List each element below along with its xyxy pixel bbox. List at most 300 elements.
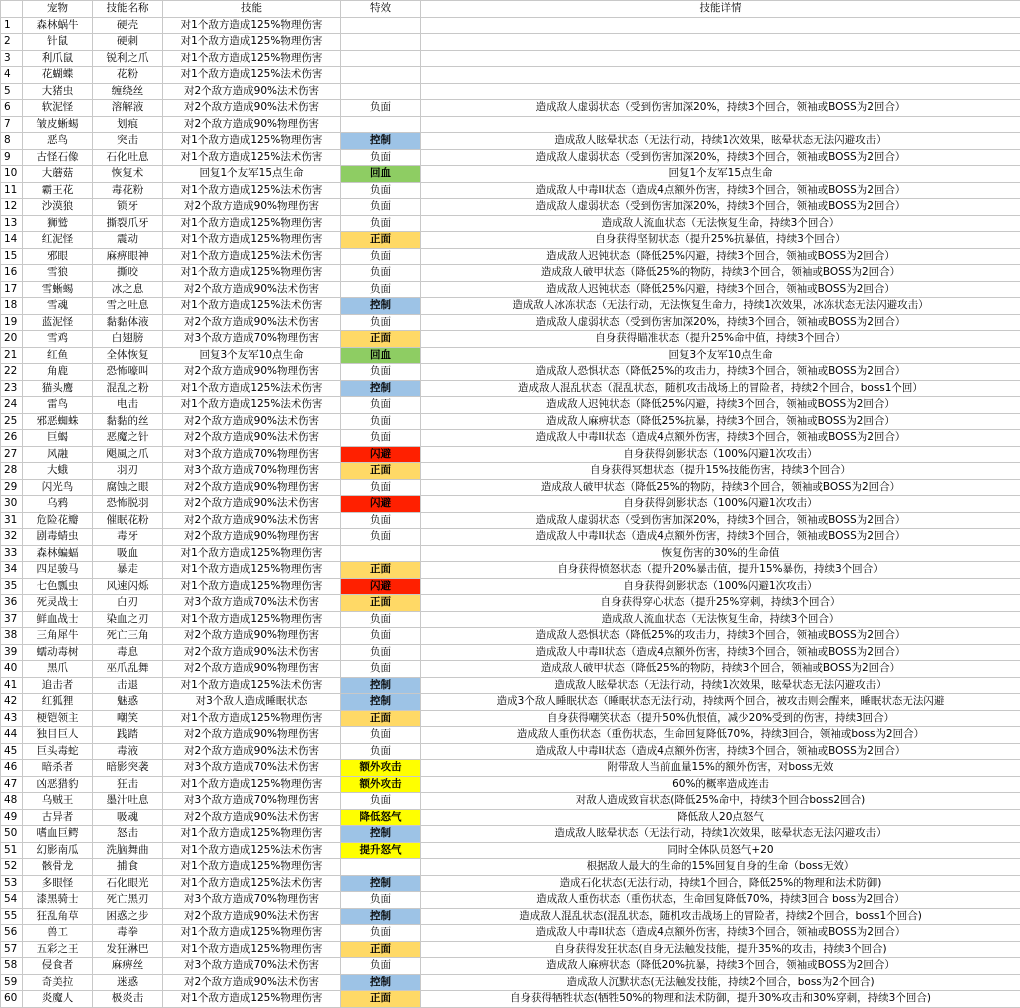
row-index: 17	[1, 281, 23, 298]
table-row	[1, 991, 1020, 1008]
header-skill-detail: 技能详情	[421, 1, 1020, 18]
skill-description: 对2个敌方造成90%物理伤害	[163, 364, 341, 381]
row-index: 52	[1, 859, 23, 876]
skill-name: 花粉	[93, 67, 163, 84]
skill-detail: 造成敌人中毒II状态（造成4点额外伤害，持续3个回合，领袖或BOSS为2回合）	[421, 430, 1020, 447]
row-index: 18	[1, 298, 23, 315]
skill-detail: 自身获得坚韧状态（提升25%抗暴值，持续3个回合）	[421, 232, 1020, 249]
table-row	[1, 793, 1020, 810]
skill-description: 对1个敌方造成125%物理伤害	[163, 265, 341, 282]
row-index: 7	[1, 116, 23, 133]
effect-badge	[341, 116, 421, 133]
skill-detail: 自身获得牺牲状态(牺牲50%的物理和法术防御，提升30%攻击和30%穿刺，持续3个回合)	[421, 991, 1020, 1008]
pet-name: 霸王花	[23, 182, 93, 199]
row-index: 30	[1, 496, 23, 513]
effect-badge: 负面	[341, 182, 421, 199]
row-index: 49	[1, 809, 23, 826]
table-row	[1, 298, 1020, 315]
pet-name: 鲜血战士	[23, 611, 93, 628]
row-index: 54	[1, 892, 23, 909]
table-row	[1, 809, 1020, 826]
skill-description: 对2个敌方造成90%法术伤害	[163, 974, 341, 991]
row-index: 19	[1, 314, 23, 331]
pet-name: 狂乱角草	[23, 908, 93, 925]
skill-description: 对3个敌方造成70%物理伤害	[163, 793, 341, 810]
row-index: 42	[1, 694, 23, 711]
skill-description: 对1个敌方造成125%法术伤害	[163, 875, 341, 892]
skill-description: 对1个敌方造成125%物理伤害	[163, 859, 341, 876]
table-row	[1, 677, 1020, 694]
effect-badge: 控制	[341, 298, 421, 315]
table-row	[1, 892, 1020, 909]
pet-name: 花蝴蝶	[23, 67, 93, 84]
table-row	[1, 545, 1020, 562]
skill-name: 狂击	[93, 776, 163, 793]
skill-description: 对1个敌方造成125%物理伤害	[163, 215, 341, 232]
pet-name: 大蛾	[23, 463, 93, 480]
effect-badge: 额外攻击	[341, 776, 421, 793]
skill-description: 对1个敌方造成125%物理伤害	[163, 34, 341, 51]
row-index: 58	[1, 958, 23, 975]
header-row	[1, 1, 1020, 18]
skill-name: 染血之刃	[93, 611, 163, 628]
pet-name: 沙漠狼	[23, 199, 93, 216]
pet-name: 凶恶猎豹	[23, 776, 93, 793]
pet-name: 乌贼王	[23, 793, 93, 810]
table-row	[1, 380, 1020, 397]
skill-name: 毒息	[93, 644, 163, 661]
skill-detail: 自身获得冥想状态（提升15%技能伤害，持续3个回合）	[421, 463, 1020, 480]
skill-name: 死亡三角	[93, 628, 163, 645]
pet-name: 角鹿	[23, 364, 93, 381]
table-row	[1, 83, 1020, 100]
row-index: 25	[1, 413, 23, 430]
skill-detail: 根据敌人最大的生命的15%回复自身的生命（boss无效）	[421, 859, 1020, 876]
skill-description: 对2个敌方造成90%法术伤害	[163, 908, 341, 925]
pet-name: 雪狼	[23, 265, 93, 282]
skill-name: 吸魂	[93, 809, 163, 826]
table-row	[1, 50, 1020, 67]
skill-name: 锐利之爪	[93, 50, 163, 67]
row-index: 38	[1, 628, 23, 645]
row-index: 15	[1, 248, 23, 265]
pet-name: 猫头鹰	[23, 380, 93, 397]
skill-description: 对1个敌方造成125%物理伤害	[163, 562, 341, 579]
effect-badge: 负面	[341, 314, 421, 331]
pet-name: 古怪石像	[23, 149, 93, 166]
effect-badge: 负面	[341, 661, 421, 678]
skill-description: 对2个敌方造成90%物理伤害	[163, 199, 341, 216]
skill-detail: 造成敌人中毒II状态（造成4点额外伤害，持续3个回合，领袖或BOSS为2回合）	[421, 644, 1020, 661]
table-row	[1, 116, 1020, 133]
row-index: 4	[1, 67, 23, 84]
skill-description: 对3个敌方造成70%物理伤害	[163, 331, 341, 348]
effect-badge: 正面	[341, 710, 421, 727]
row-index: 37	[1, 611, 23, 628]
table-row	[1, 397, 1020, 414]
skill-detail: 造成敌人虚弱状态（受到伤害加深20%，持续3个回合，领袖或BOSS为2回合）	[421, 199, 1020, 216]
skill-detail: 自身获得愤怒状态（提升20%暴击值，提升15%暴伤，持续3个回合）	[421, 562, 1020, 579]
skill-detail: 自身获得瞄准状态（提升25%命中值，持续3个回合）	[421, 331, 1020, 348]
skill-description: 对1个敌方造成125%物理伤害	[163, 611, 341, 628]
skill-description: 对3个敌人造成睡眠状态	[163, 694, 341, 711]
skill-name: 风速闪烁	[93, 578, 163, 595]
skill-description: 对1个敌方造成125%物理伤害	[163, 133, 341, 150]
row-index: 36	[1, 595, 23, 612]
skill-description: 对3个敌方造成70%物理伤害	[163, 463, 341, 480]
skill-name: 锁牙	[93, 199, 163, 216]
pet-name: 嗜血巨鳄	[23, 826, 93, 843]
effect-badge: 负面	[341, 215, 421, 232]
effect-badge: 负面	[341, 364, 421, 381]
table-row	[1, 496, 1020, 513]
skill-detail: 造成敌人流血状态（无法恢复生命，持续3个回合）	[421, 611, 1020, 628]
table-row	[1, 100, 1020, 117]
skill-name: 击退	[93, 677, 163, 694]
pet-name: 剧毒蜻虫	[23, 529, 93, 546]
table-row	[1, 281, 1020, 298]
skill-detail: 造成敌人重伤状态（重伤状态，生命回复降低70%，持续3回合 boss为2回合）	[421, 892, 1020, 909]
skill-detail: 造成敌人眩晕状态（无法行动，持续1次效果，眩晕状态无法闪避攻击）	[421, 133, 1020, 150]
table-row	[1, 776, 1020, 793]
effect-badge: 负面	[341, 397, 421, 414]
skill-description: 对2个敌方造成90%法术伤害	[163, 430, 341, 447]
skill-description: 对2个敌方造成90%法术伤害	[163, 413, 341, 430]
skill-detail: 回复3个友军10点生命	[421, 347, 1020, 364]
pet-name: 软泥怪	[23, 100, 93, 117]
effect-badge: 负面	[341, 149, 421, 166]
effect-badge	[341, 83, 421, 100]
table-row	[1, 265, 1020, 282]
skill-detail: 造成敌人麻痹状态（降低20%抗暴，持续3个回合，领袖或BOSS为2回合）	[421, 958, 1020, 975]
pet-name: 利爪鼠	[23, 50, 93, 67]
table-row	[1, 133, 1020, 150]
table-row	[1, 958, 1020, 975]
skill-detail: 造成敌人冰冻状态（无法行动，无法恢复生命力，持续1次效果，冰冻状态无法闪避攻击）	[421, 298, 1020, 315]
effect-badge: 降低怒气	[341, 809, 421, 826]
skill-description: 回复1个友军15点生命	[163, 166, 341, 183]
effect-badge: 负面	[341, 529, 421, 546]
row-index: 43	[1, 710, 23, 727]
skill-name: 雪之吐息	[93, 298, 163, 315]
pet-name: 四足骏马	[23, 562, 93, 579]
pet-name: 闪光鸟	[23, 479, 93, 496]
table-row	[1, 314, 1020, 331]
effect-badge: 控制	[341, 133, 421, 150]
effect-badge	[341, 545, 421, 562]
skill-detail: 造成敌人中毒II状态（造成4点额外伤害，持续3个回合，领袖或BOSS为2回合）	[421, 743, 1020, 760]
pet-name: 黑爪	[23, 661, 93, 678]
table-row	[1, 166, 1020, 183]
pet-name: 皱皮蜥蜴	[23, 116, 93, 133]
skill-detail: 对敌人造成致盲状态(降低25%命中，持续3个回合boss2回合)	[421, 793, 1020, 810]
skill-description: 对3个敌方造成70%物理伤害	[163, 892, 341, 909]
table-row	[1, 760, 1020, 777]
row-index: 6	[1, 100, 23, 117]
table-row	[1, 67, 1020, 84]
skill-name: 缠绕丝	[93, 83, 163, 100]
row-index: 46	[1, 760, 23, 777]
skill-description: 对1个敌方造成125%法术伤害	[163, 149, 341, 166]
pet-name: 狮鹫	[23, 215, 93, 232]
row-index: 56	[1, 925, 23, 942]
effect-badge: 负面	[341, 413, 421, 430]
skill-name: 迷惑	[93, 974, 163, 991]
row-index: 9	[1, 149, 23, 166]
skill-name: 吸血	[93, 545, 163, 562]
skill-detail: 造成敌人破甲状态（降低25%的物防，持续3个回合，领袖或BOSS为2回合）	[421, 265, 1020, 282]
skill-detail: 造成敌人迟钝状态（降低25%闪避，持续3个回合，领袖或BOSS为2回合）	[421, 248, 1020, 265]
effect-badge	[341, 859, 421, 876]
skill-description: 对2个敌方造成90%物理伤害	[163, 479, 341, 496]
skill-name: 撕裂爪牙	[93, 215, 163, 232]
table-row	[1, 628, 1020, 645]
effect-badge: 额外攻击	[341, 760, 421, 777]
pet-name: 乌鸦	[23, 496, 93, 513]
skill-detail: 附带敌人当前血量15%的额外伤害，对boss无效	[421, 760, 1020, 777]
row-index: 31	[1, 512, 23, 529]
table-row	[1, 364, 1020, 381]
effect-badge: 正面	[341, 595, 421, 612]
skill-description: 对2个敌方造成90%法术伤害	[163, 512, 341, 529]
effect-badge: 负面	[341, 265, 421, 282]
row-index: 16	[1, 265, 23, 282]
table-row	[1, 430, 1020, 447]
skill-name: 混乱之粉	[93, 380, 163, 397]
skill-detail: 造成敌人混乱状态(混乱状态，随机攻击战场上的冒险者，持续2个回合，boss1个回合)	[421, 908, 1020, 925]
pet-name: 红鱼	[23, 347, 93, 364]
skill-name: 巫爪乱舞	[93, 661, 163, 678]
table-row	[1, 215, 1020, 232]
row-index: 3	[1, 50, 23, 67]
effect-badge: 回血	[341, 166, 421, 183]
skill-description: 对1个敌方造成125%物理伤害	[163, 232, 341, 249]
skill-description: 对1个敌方造成125%物理伤害	[163, 545, 341, 562]
skill-description: 对3个敌方造成70%物理伤害	[163, 446, 341, 463]
row-index: 34	[1, 562, 23, 579]
skill-description: 对2个敌方造成90%物理伤害	[163, 628, 341, 645]
pet-name: 幻影南瓜	[23, 842, 93, 859]
pet-name: 红泥怪	[23, 232, 93, 249]
skill-detail: 60%的概率造成连击	[421, 776, 1020, 793]
effect-badge: 闪避	[341, 496, 421, 513]
skill-detail: 造成敌人眩晕状态（无法行动，持续1次效果，眩晕状态无法闪避攻击）	[421, 677, 1020, 694]
pet-name: 森林蝙蝠	[23, 545, 93, 562]
row-index: 41	[1, 677, 23, 694]
skill-description: 对2个敌方造成90%物理伤害	[163, 727, 341, 744]
skill-detail: 造成敌人中毒II状态（造成4点额外伤害，持续3个回合，领袖或BOSS为2回合）	[421, 925, 1020, 942]
pet-name: 邪眼	[23, 248, 93, 265]
row-index: 20	[1, 331, 23, 348]
row-index: 24	[1, 397, 23, 414]
pet-name: 七色瓢虫	[23, 578, 93, 595]
skill-detail: 降低敌人20点怒气	[421, 809, 1020, 826]
row-index: 11	[1, 182, 23, 199]
row-index: 5	[1, 83, 23, 100]
table-row	[1, 578, 1020, 595]
skill-name: 冰之息	[93, 281, 163, 298]
skill-description: 对1个敌方造成125%物理伤害	[163, 50, 341, 67]
table-row	[1, 347, 1020, 364]
pet-name: 兽工	[23, 925, 93, 942]
effect-badge	[341, 50, 421, 67]
table-row	[1, 232, 1020, 249]
pet-name: 奇美拉	[23, 974, 93, 991]
effect-badge: 负面	[341, 430, 421, 447]
skill-detail	[421, 83, 1020, 100]
pet-name: 危险花瓣	[23, 512, 93, 529]
skill-detail: 自身获得剑影状态（100%闪避1次攻击）	[421, 446, 1020, 463]
table-row	[1, 446, 1020, 463]
skill-detail: 造成敌人流血状态（无法恢复生命，持续3个回合）	[421, 215, 1020, 232]
table-row	[1, 925, 1020, 942]
effect-badge: 负面	[341, 479, 421, 496]
skill-description: 对1个敌方造成125%法术伤害	[163, 182, 341, 199]
skill-name: 撕咬	[93, 265, 163, 282]
pet-name: 炎魔人	[23, 991, 93, 1008]
skill-detail	[421, 34, 1020, 51]
pet-name: 蓝泥怪	[23, 314, 93, 331]
skill-detail: 造成敌人破甲状态（降低25%的物防，持续3个回合，领袖或BOSS为2回合）	[421, 479, 1020, 496]
header-effect: 特效	[341, 1, 421, 18]
skill-name: 黏黏体液	[93, 314, 163, 331]
skill-description: 对1个敌方造成125%物理伤害	[163, 710, 341, 727]
skill-description: 对3个敌方造成70%法术伤害	[163, 595, 341, 612]
effect-badge	[341, 17, 421, 34]
pet-name: 骸骨龙	[23, 859, 93, 876]
table-row	[1, 463, 1020, 480]
row-index: 23	[1, 380, 23, 397]
skill-detail: 造成敌人恐惧状态（降低25%的攻击力，持续3个回合，领袖或BOSS为2回合）	[421, 628, 1020, 645]
effect-badge: 正面	[341, 941, 421, 958]
skill-description: 对2个敌方造成90%物理伤害	[163, 661, 341, 678]
skill-description: 对2个敌方造成90%物理伤害	[163, 529, 341, 546]
pet-name: 雪鸡	[23, 331, 93, 348]
skill-name: 困惑之步	[93, 908, 163, 925]
skill-name: 暗影突袭	[93, 760, 163, 777]
effect-badge: 正面	[341, 232, 421, 249]
row-index: 10	[1, 166, 23, 183]
row-index: 21	[1, 347, 23, 364]
skill-description: 对1个敌方造成125%物理伤害	[163, 991, 341, 1008]
effect-badge: 负面	[341, 958, 421, 975]
skill-name: 洗脑舞曲	[93, 842, 163, 859]
skill-detail: 造成3个敌人睡眠状态（睡眠状态无法行动，持续两个回合，被攻击则会醒来，睡眠状态无法闪避	[421, 694, 1020, 711]
table-row	[1, 595, 1020, 612]
row-index: 32	[1, 529, 23, 546]
effect-badge: 正面	[341, 463, 421, 480]
skill-name: 践踏	[93, 727, 163, 744]
table-row	[1, 34, 1020, 51]
effect-badge: 控制	[341, 875, 421, 892]
table-row	[1, 611, 1020, 628]
effect-badge: 控制	[341, 380, 421, 397]
skill-description: 对1个敌方造成125%法术伤害	[163, 298, 341, 315]
skill-name: 白刃	[93, 595, 163, 612]
row-index: 50	[1, 826, 23, 843]
effect-badge: 控制	[341, 694, 421, 711]
skill-detail	[421, 67, 1020, 84]
skill-name: 毒拳	[93, 925, 163, 942]
row-index: 40	[1, 661, 23, 678]
pet-name: 古异者	[23, 809, 93, 826]
skill-detail: 造成敌人迟钝状态（降低25%闪避，持续3个回合，领袖或BOSS为2回合）	[421, 397, 1020, 414]
skill-description: 对3个敌方造成70%法术伤害	[163, 760, 341, 777]
skill-name: 恶魔之针	[93, 430, 163, 447]
skill-name: 魅惑	[93, 694, 163, 711]
skill-description: 对2个敌方造成90%法术伤害	[163, 496, 341, 513]
table-row	[1, 908, 1020, 925]
pet-name: 巨头毒蛇	[23, 743, 93, 760]
skill-description: 对1个敌方造成125%法术伤害	[163, 380, 341, 397]
table-row	[1, 842, 1020, 859]
pet-name: 针鼠	[23, 34, 93, 51]
pet-name: 多眼怪	[23, 875, 93, 892]
skill-name: 捕食	[93, 859, 163, 876]
skill-name: 硬壳	[93, 17, 163, 34]
skill-name: 恐怖嚎叫	[93, 364, 163, 381]
table-row	[1, 479, 1020, 496]
skill-name: 嘲笑	[93, 710, 163, 727]
table-row	[1, 248, 1020, 265]
table-row	[1, 529, 1020, 546]
pet-name: 雷鸟	[23, 397, 93, 414]
skill-detail: 造成敌人恐惧状态（降低25%的攻击力，持续3个回合，领袖或BOSS为2回合）	[421, 364, 1020, 381]
skill-name: 震动	[93, 232, 163, 249]
skill-detail: 恢复伤害的30%的生命值	[421, 545, 1020, 562]
skill-name: 毒牙	[93, 529, 163, 546]
table-row	[1, 644, 1020, 661]
pet-name: 巨蝎	[23, 430, 93, 447]
table-row	[1, 562, 1020, 579]
row-index: 12	[1, 199, 23, 216]
effect-badge: 负面	[341, 727, 421, 744]
skill-name: 墨汁吐息	[93, 793, 163, 810]
table-row	[1, 661, 1020, 678]
pet-name: 五彩之王	[23, 941, 93, 958]
skill-name: 恐怖脱羽	[93, 496, 163, 513]
effect-badge: 正面	[341, 562, 421, 579]
effect-badge: 闪避	[341, 578, 421, 595]
row-index: 29	[1, 479, 23, 496]
skill-name: 怒击	[93, 826, 163, 843]
skill-description: 对2个敌方造成90%法术伤害	[163, 809, 341, 826]
skill-name: 划痕	[93, 116, 163, 133]
skill-description: 对2个敌方造成90%法术伤害	[163, 743, 341, 760]
pet-name: 梗铠领主	[23, 710, 93, 727]
row-index: 39	[1, 644, 23, 661]
pet-name: 大蘑菇	[23, 166, 93, 183]
skill-name: 羽刃	[93, 463, 163, 480]
pet-name: 恶鸟	[23, 133, 93, 150]
table-row	[1, 859, 1020, 876]
skill-description: 对2个敌方造成90%物理伤害	[163, 116, 341, 133]
skill-name: 毒花粉	[93, 182, 163, 199]
effect-badge: 负面	[341, 628, 421, 645]
skill-detail: 自身获得发狂状态(自身无法触发技能，提升35%的攻击，持续3个回合)	[421, 941, 1020, 958]
effect-badge: 闪避	[341, 446, 421, 463]
pet-name: 邪恶蜘蛛	[23, 413, 93, 430]
effect-badge: 控制	[341, 826, 421, 843]
table-row	[1, 694, 1020, 711]
skill-detail: 造成敌人沉默状态(无法触发技能，持续2个回合，boss为2个回合)	[421, 974, 1020, 991]
skill-description: 对1个敌方造成125%法术伤害	[163, 248, 341, 265]
pet-name: 蠕动毒树	[23, 644, 93, 661]
skill-name: 溶解液	[93, 100, 163, 117]
skill-name: 全体恢复	[93, 347, 163, 364]
pet-name: 雪魂	[23, 298, 93, 315]
effect-badge: 负面	[341, 281, 421, 298]
